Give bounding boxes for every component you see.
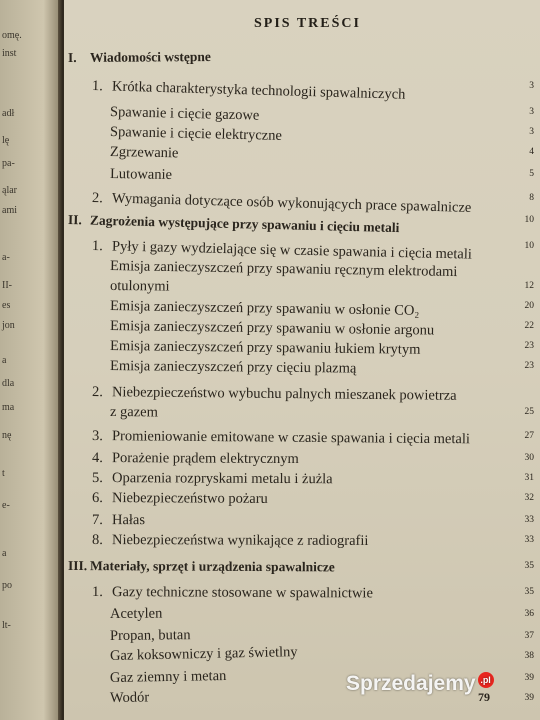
toc-subitem (110, 318, 434, 340)
left-page-fragment: jon (2, 320, 15, 331)
left-page-fragment: po (2, 580, 12, 591)
toc-text: Acetylen (109, 605, 163, 622)
left-page-fragment: es (2, 300, 11, 311)
page-title: SPIS TREŚCI (254, 16, 361, 31)
left-page-fragment: dla (2, 378, 15, 389)
toc-page (64, 0, 540, 720)
toc-text: Spawanie i cięcie elektryczne (109, 124, 283, 144)
page-number: 79 (478, 690, 490, 704)
toc-text: Wiadomości wstępne (89, 49, 211, 65)
toc-page-number: 5 (529, 169, 534, 179)
left-page-fragment: lt- (2, 620, 11, 631)
toc-page-number: 8 (529, 193, 534, 203)
toc-subitem (110, 606, 162, 623)
left-page-fragment: ami (2, 205, 17, 216)
toc-subitem (110, 166, 172, 184)
toc-text: otulonymi (109, 278, 170, 295)
toc-item (92, 470, 333, 488)
toc-item (92, 584, 373, 602)
toc-page-number: 4 (529, 147, 534, 157)
toc-text: Gaz ziemny i metan (109, 667, 227, 686)
toc-text: Niebezpieczeństwa wynikające z radiografii (111, 532, 369, 549)
toc-subitem (110, 644, 298, 665)
toc-page-number: 3 (529, 107, 534, 117)
toc-number: 1. (91, 584, 103, 601)
toc-page-number: 33 (524, 515, 534, 525)
toc-text: Emisja zanieczyszczeń przy cięciu plazmą (109, 358, 357, 377)
left-page-fragment: e- (2, 500, 10, 511)
toc-item (92, 512, 145, 529)
left-page-fragment: lę (2, 135, 10, 146)
toc-text: Hałas (111, 512, 146, 529)
toc-page-number: 27 (524, 431, 534, 441)
toc-item (92, 190, 472, 217)
left-page-fragment: a (2, 548, 7, 559)
toc-subitem (110, 298, 420, 320)
toc-page-number: 35 (524, 587, 534, 597)
toc-section-heading (68, 212, 400, 236)
toc-page-number: 33 (524, 535, 534, 545)
sprzedajemy-watermark-logo (346, 672, 494, 696)
left-page-edge (0, 0, 62, 720)
toc-number: 2. (91, 384, 103, 401)
toc-item (92, 450, 299, 468)
toc-subitem (110, 627, 191, 645)
toc-page-number: 10 (524, 215, 534, 225)
toc-text: Niebezpieczeństwo wybuchu palnych mieszanek powietrza (111, 384, 457, 404)
toc-item (92, 384, 457, 405)
toc-subitem (110, 358, 357, 378)
toc-number: I. (67, 49, 77, 65)
left-page-fragment: nę (2, 430, 12, 441)
toc-number: III. (67, 558, 88, 574)
toc-item (92, 532, 368, 550)
toc-number: 1. (91, 238, 104, 255)
toc-page-number: 12 (524, 281, 534, 291)
toc-text: z gazem (109, 404, 158, 421)
toc-page-number: 37 (524, 631, 534, 641)
toc-page-number: 3 (529, 81, 534, 91)
toc-page-number: 23 (524, 361, 534, 371)
toc-text: Emisja zanieczyszczeń przy spawaniu łukiem krytym (109, 338, 421, 358)
toc-subitem (110, 124, 282, 145)
left-page-fragment: adł (2, 108, 15, 119)
toc-subitem (110, 338, 421, 359)
toc-page-number: 30 (524, 453, 534, 463)
toc-page-number: 10 (524, 241, 534, 251)
toc-number: II. (67, 212, 83, 228)
toc-text: Zgrzewanie (109, 144, 179, 162)
watermark-text: Sprzedajemy (346, 672, 476, 695)
toc-page-number: 36 (524, 609, 534, 619)
toc-text: Gazy techniczne stosowane w spawalnictwie (111, 584, 373, 602)
left-page-fragment: t (2, 468, 5, 479)
left-page-fragment: pa- (2, 158, 15, 169)
toc-subitem (110, 278, 170, 296)
toc-number: 6. (91, 490, 103, 507)
toc-section-heading (68, 558, 335, 575)
toc-text: Pyły i gazy wydzielające się w czasie spawania i cięcia metali (111, 238, 473, 263)
toc-text: Wymagania dotyczące osób wykonujących prace spawalnicze (111, 190, 472, 216)
toc-page-number: 38 (524, 651, 534, 661)
toc-item (92, 78, 406, 104)
toc-text: Wodór (109, 689, 150, 706)
toc-text: Niebezpieczeństwo pożaru (111, 490, 268, 507)
toc-number: 7. (91, 512, 103, 529)
toc-text: Spawanie i cięcie gazowe (109, 104, 260, 124)
toc-number: 4. (91, 450, 103, 467)
toc-subitem (110, 404, 158, 421)
toc-text: Lutowanie (109, 166, 173, 183)
toc-number: 8. (91, 532, 103, 549)
toc-page-number: 32 (524, 493, 534, 503)
toc-subitem (110, 668, 227, 687)
toc-text: Emisja zanieczyszczeń przy spawaniu w osłonie argonu (109, 318, 435, 339)
toc-section-heading (68, 49, 211, 66)
toc-number: 1. (91, 78, 104, 95)
toc-page-number: 35 (524, 561, 534, 571)
toc-text: Emisja zanieczyszczeń przy spawaniu ręcznym elektrodami (109, 258, 458, 281)
toc-page-number: 3 (529, 127, 534, 137)
toc-subitem (110, 104, 260, 125)
toc-number: 5. (91, 470, 103, 487)
toc-text: Emisja zanieczyszczeń przy spawaniu w osłonie CO₂ (109, 298, 420, 319)
left-page-fragment: ma (2, 402, 15, 413)
toc-text: Oparzenia rozpryskami metalu i żużla (111, 470, 333, 488)
left-page-fragment: a (2, 355, 7, 366)
left-page-fragment: omę. (2, 30, 22, 41)
toc-page-number: 25 (524, 407, 534, 417)
toc-page-number: 39 (524, 693, 534, 703)
toc-item (92, 490, 268, 508)
toc-text: Gaz koksowniczy i gaz świetlny (109, 644, 298, 664)
toc-text: Propan, butan (109, 627, 191, 644)
left-page-fragment: II- (2, 280, 12, 291)
toc-page-number: 22 (524, 321, 534, 331)
toc-text: Materiały, sprzęt i urządzenia spawalnicze (89, 558, 335, 575)
watermark-badge: .pl (478, 672, 494, 688)
toc-page-number: 23 (524, 341, 534, 351)
toc-text: Porażenie prądem elektrycznym (111, 450, 299, 468)
left-page-fragment: inst (2, 48, 17, 59)
toc-number: 3. (91, 428, 103, 445)
toc-page-number: 20 (524, 301, 534, 311)
toc-page-number: 31 (524, 473, 534, 483)
toc-text: Zagrożenia występujące przy spawaniu i cięciu metali (89, 212, 400, 236)
toc-item (92, 428, 470, 448)
toc-subitem (110, 144, 179, 162)
toc-number: 2. (91, 190, 104, 207)
toc-subitem (110, 689, 149, 707)
left-page-fragment: ąlar (2, 185, 17, 196)
toc-page-number: 39 (524, 673, 534, 683)
toc-text: Promieniowanie emitowane w czasie spawania i cięcia metali (111, 428, 470, 448)
toc-text: Krótka charakterystyka technologii spawalniczych (111, 78, 406, 103)
left-page-fragment: a- (2, 252, 10, 263)
